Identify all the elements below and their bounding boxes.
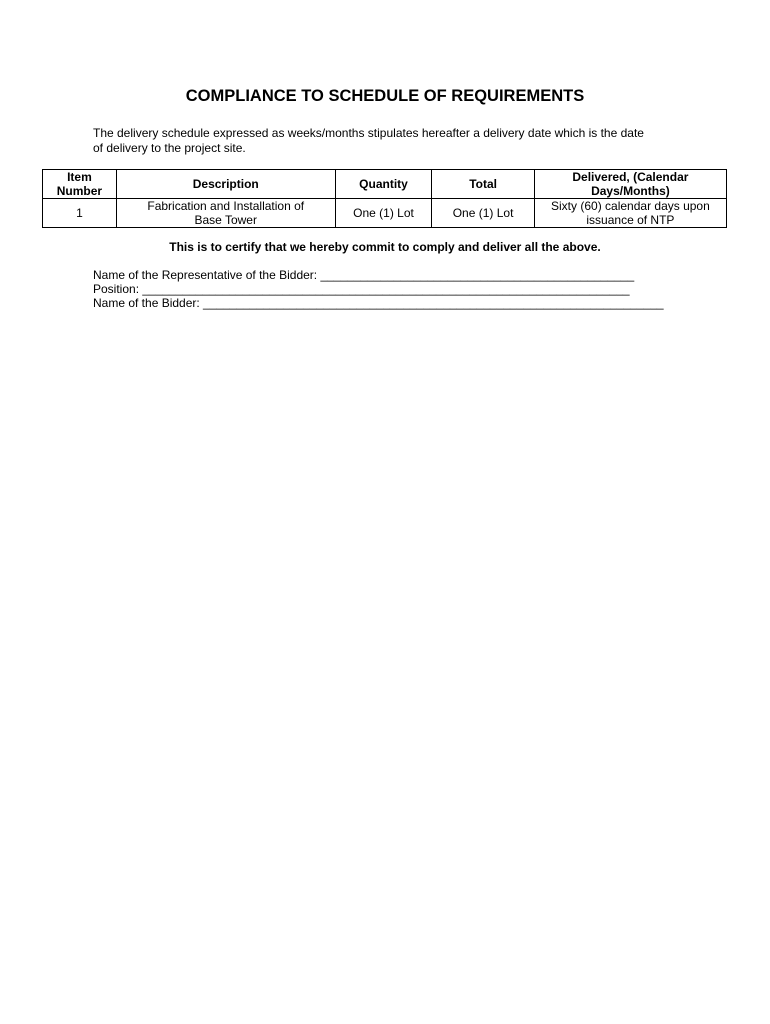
cell-item-number: 1 [43,199,117,228]
signature-block [93,268,713,310]
intro-line-1: The delivery schedule expressed as weeks/months stipulates hereafter a delivery date which is the date [93,126,644,140]
cell-description-line-2: Base Tower [194,213,257,227]
table-header-row [43,170,727,199]
cell-delivered-line-2: issuance of NTP [586,213,675,227]
cell-delivered-line-1: Sixty (60) calendar days upon [551,199,710,213]
table-row [43,199,727,228]
header-item-number [43,170,117,199]
header-item-number-line-1: Item [67,170,92,184]
header-total: Total [432,170,534,199]
header-delivered [534,170,726,199]
schedule-table [42,169,727,228]
header-delivered-line-2: Days/Months) [591,184,670,198]
header-delivered-line-1: Delivered, (Calendar [572,170,689,184]
representative-name-field: Name of the Representative of the Bidder: _______________________________________________ [93,268,635,282]
header-quantity: Quantity [335,170,432,199]
cell-description-line-1: Fabrication and Installation of [147,199,305,213]
cell-quantity: One (1) Lot [335,199,432,228]
position-field: Position: _________________________________________________________________________ [93,282,630,296]
certification-statement: This is to certify that we hereby commit to comply and deliver all the above. [169,240,601,254]
header-item-number-line-2: Number [56,184,103,198]
page-title: COMPLIANCE TO SCHEDULE OF REQUIREMENTS [185,87,585,105]
cell-description [116,199,335,228]
cell-delivered [534,199,726,228]
cell-total: One (1) Lot [432,199,534,228]
header-description: Description [116,170,335,199]
intro-line-2: of delivery to the project site. [93,141,246,155]
intro-paragraph [93,126,713,156]
bidder-name-field: Name of the Bidder: _____________________________________________________________________ [93,296,664,310]
